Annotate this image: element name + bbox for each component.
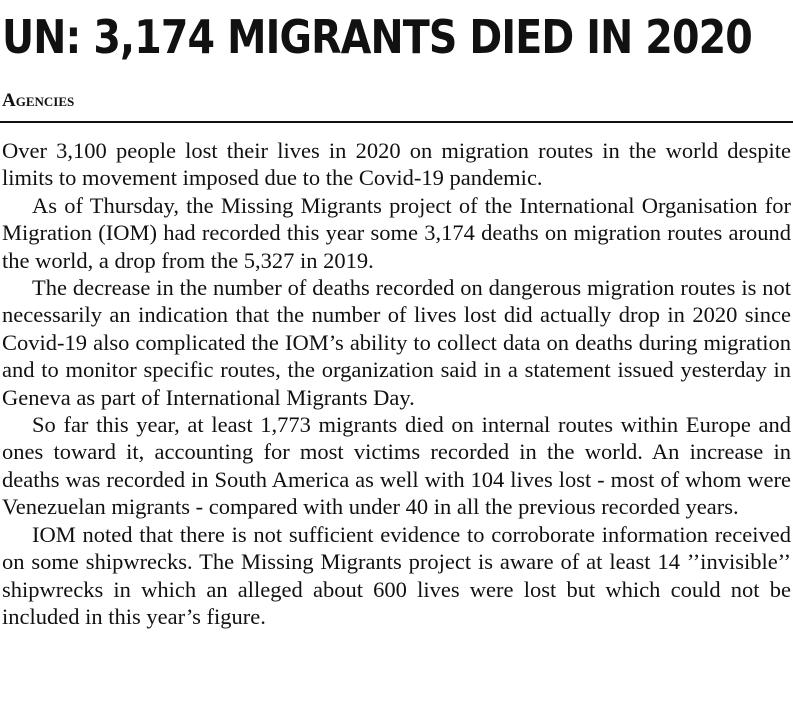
article-body <box>2 137 791 630</box>
paragraph-2: As of Thursday, the Missing Migrants project of the International Organisation for Migration (IOM) had recorded this year some 3,174 deaths on migration routes around the world, a drop from the 5,327 in 2019. <box>2 192 791 273</box>
paragraph-3: The decrease in the number of deaths recorded on dangerous migration routes is not necessarily an indication that the number of lives lost did actually drop in 2020 since Covid-19 also complicated the IOM’s ability to collect data on deaths during migration and to monitor specific routes, the organization said in a statement issued yesterday in Geneva as part of International Migrants Day. <box>2 275 791 410</box>
byline-source: Agencies <box>2 90 75 111</box>
divider-rule <box>0 121 793 123</box>
paragraph-4: So far this year, at least 1,773 migrants died on internal routes within Europe and ones toward it, accounting for most victims recorded in the world. An increase in deaths was recorded in South America as well with 104 lives lost - most of whom were Venezuelan migrants - compared with under 40 in all the previous recorded years. <box>2 412 791 520</box>
paragraph-1: Over 3,100 people lost their lives in 2020 on migration routes in the world despite limits to movement imposed due to the Covid-19 pandemic. <box>2 138 791 191</box>
headline: UN: 3,174 MIGRANTS DIED IN 2020 <box>2 10 752 64</box>
paragraph-5: IOM noted that there is not sufficient evidence to corroborate information received on some shipwrecks. The Missing Migrants project is aware of at least 14 ’’invisible’’ shipwrecks in which an alleged about 600 lives were lost but which could not be included in this year’s figure. <box>2 521 791 629</box>
